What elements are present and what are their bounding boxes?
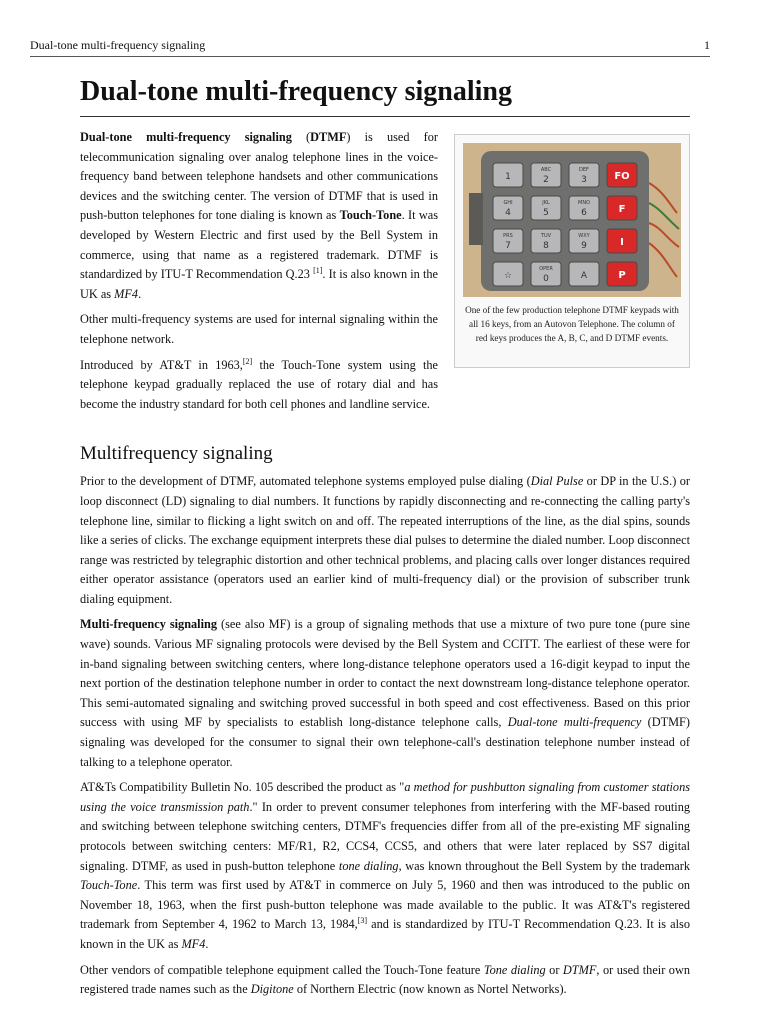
keypad-key-label: 4 xyxy=(505,208,511,218)
text-run: ) is used for telecommunication signaling over analog telephone lines in the voice-frequency band between telephone handsets and other communications devices and the switching center. The version of DTMF that is used in push-button telephones for tone dialing is known as xyxy=(80,130,438,223)
keypad-key-label: 3 xyxy=(581,175,587,185)
text-run: Other multi-frequency systems are used for internal signaling within the telephone network. xyxy=(80,312,438,346)
text-run: ." In order to prevent consumer telephones from interfering with the MF-based routing and switching between telephone switching centers, DTMF's frequencies differ from all of the pre-existing MF signaling protocols between switching centers: MF/R1, R2, CCS4, CCS5, and others that were later replaced by SS7 digital signaling. DTMF, as used in push-button telephone xyxy=(80,799,691,873)
keypad-key-label: F xyxy=(618,204,626,215)
bold-term: DTMF xyxy=(310,130,347,144)
keypad-key-label: FO xyxy=(614,171,630,182)
italic-term: MF4 xyxy=(181,936,206,951)
keypad-key-letters: MNO xyxy=(578,200,590,206)
text-run: . This term was first used by AT&T in commerce on July 5, 1960 and then was introduced to the public on November 18, 1963, when the first push-button telephone was made available to the public. It was AT&T's registered trademark from September 4, 1962 to March 13, 1984, xyxy=(80,878,690,932)
keypad-key-label: ☆ xyxy=(503,271,513,281)
keypad-key-letters: ABC xyxy=(540,167,552,173)
intro-block xyxy=(80,128,690,420)
text-run: or xyxy=(545,962,563,977)
running-header xyxy=(30,38,710,57)
text-run: the Touch-Tone system using the telephone keypad gradually replaced the use of rotary dial and has become the industry standard for both cell phones and landline service. xyxy=(80,357,439,411)
text-run: and is standardized by ITU-T Recommendation Q.23. It is also known in the UK as xyxy=(80,917,690,951)
citation: [3] xyxy=(357,916,368,926)
body-paragraph xyxy=(80,778,690,954)
citation: [2] xyxy=(242,356,253,366)
text-run: . It was developed by Western Electric and first used by the Bell System in commerce, using that name as a registered trademark. DTMF is standardized by ITU-T Recommendation Q.23 xyxy=(80,208,439,282)
keypad-key-letters: DEF xyxy=(579,167,589,173)
keypad-key-label: 7 xyxy=(505,241,511,251)
text-run: AT&Ts Compatibility Bulletin No. 105 described the product as " xyxy=(80,780,405,795)
intro-paragraph xyxy=(80,356,438,415)
article-body xyxy=(80,128,690,1006)
section-heading: Multifrequency signaling xyxy=(80,443,273,465)
keypad-key-label: 5 xyxy=(543,208,549,218)
citation: [1] xyxy=(313,266,323,276)
keypad-key-label: 0 xyxy=(543,274,549,284)
keypad-key-label: I xyxy=(620,237,624,248)
italic-term: Dial Pulse xyxy=(530,474,584,489)
figure-caption: One of the few production telephone DTMF keypads with all 16 keys, from an Autovon Telephone. The column of red keys produces the A, B, C, and D DTMF events. xyxy=(465,305,679,343)
text-run: or DP in the U.S.) or loop disconnect (LD) signaling to dial numbers. It functions by rapidly disconnecting and re-connecting the calling party's telephone line, similar to flicking a light switch on and off. The repeated interruptions of the line, as the dial spins, sounds like a series of clicks. The exchange equipment interprets these dial pulses to determine the dialed number. Loop disconnect range was restricted by telegraphic distortion and other technical problems, and placing calls over longer distances required either operator assistance (operators used an earlier kind of multi-frequency dial) or the provision of subscriber trunk dialing equipment. xyxy=(80,474,690,606)
text-run: , was known throughout the Bell System by the trademark xyxy=(398,858,690,873)
body-paragraph xyxy=(80,472,690,609)
bold-term: Touch-Tone xyxy=(339,208,402,223)
keypad-key-letters: WXY xyxy=(578,233,590,239)
running-header-title: Dual-tone multi-frequency signaling xyxy=(30,38,206,52)
text-run: (see also MF) is a group of signaling methods that use a mixture of two pure tone (pure sine wave) sounds. Various MF signaling protocols were devised by the Bell System and CCITT. The earliest of these were for in-band signaling between switching centers, where long-distance telephone operators used a 16-digit keypad to input the next portion of the destination telephone number in order to contact the next downstream long-distance telephone operator. This semi-automated signaling and switching proved successful in both speed and cost effectiveness. Based on this prior success with using MF by specialists to establish long-distance telephone calls, xyxy=(80,617,690,730)
intro-text xyxy=(80,128,438,420)
dtmf-keypad-photo xyxy=(463,143,681,297)
body-paragraph xyxy=(80,615,690,772)
keypad-key-label: 8 xyxy=(543,241,549,251)
keypad-key-label: 2 xyxy=(543,175,549,185)
text-run: Prior to the development of DTMF, automated telephone systems employed pulse dialing ( xyxy=(80,474,531,489)
text-run: , or used their own registered trade names such as the xyxy=(80,962,690,997)
intro-paragraph xyxy=(80,128,438,304)
text-run: (DTMF) signaling was developed for the consumer to signal their own telephone-call's destination telephone number instead of talking to a telephone operator. xyxy=(80,715,690,769)
text-run: ( xyxy=(291,130,311,144)
keypad-key-letters: OPER xyxy=(539,266,553,272)
keypad-key-label: 1 xyxy=(505,172,511,182)
text-run: Other vendors of compatible telephone equipment called the Touch-Tone feature xyxy=(80,962,484,977)
keypad-key-label: A xyxy=(580,271,588,281)
text-run: of Northern Electric (now known as Nortel Networks). xyxy=(293,982,567,997)
keypad-key-letters: GHI xyxy=(503,200,513,206)
italic-term: MF4 xyxy=(114,286,139,301)
section-body xyxy=(80,472,690,999)
italic-term: Digitone xyxy=(250,982,294,997)
body-paragraph xyxy=(80,961,690,1000)
text-run: . xyxy=(138,286,142,301)
page-number: 1 xyxy=(704,38,710,52)
text-run: . xyxy=(205,936,209,951)
text-run: . It is also known in the UK as xyxy=(80,267,438,301)
page-title: Dual-tone multi-frequency signaling xyxy=(80,74,690,117)
italic-term: Tone dialing xyxy=(483,962,546,977)
text-run: Introduced by AT&T in 1963, xyxy=(80,357,243,372)
keypad-key-label: P xyxy=(618,270,626,281)
italic-term: DTMF xyxy=(562,962,597,977)
keypad-key-letters: TUV xyxy=(540,233,552,239)
keypad-key-label: 6 xyxy=(581,208,587,218)
italic-term: Dual-tone multi-frequency xyxy=(507,715,642,730)
italic-term: a method for pushbutton signaling from customer stations using the voice transmission path xyxy=(80,780,691,814)
bold-term: Dual-tone multi-frequency signaling xyxy=(80,130,292,144)
italic-term: Touch-Tone xyxy=(80,878,138,893)
keypad-connector xyxy=(469,193,483,245)
keypad-key-letters: PRS xyxy=(503,233,513,239)
bold-term: Multi-frequency signaling xyxy=(80,617,218,632)
figure-box xyxy=(454,134,690,368)
italic-term: tone dialing xyxy=(338,858,399,873)
intro-paragraph xyxy=(80,310,438,349)
keypad-key-letters: JKL xyxy=(542,200,550,206)
keypad-key-label: 9 xyxy=(581,241,587,251)
